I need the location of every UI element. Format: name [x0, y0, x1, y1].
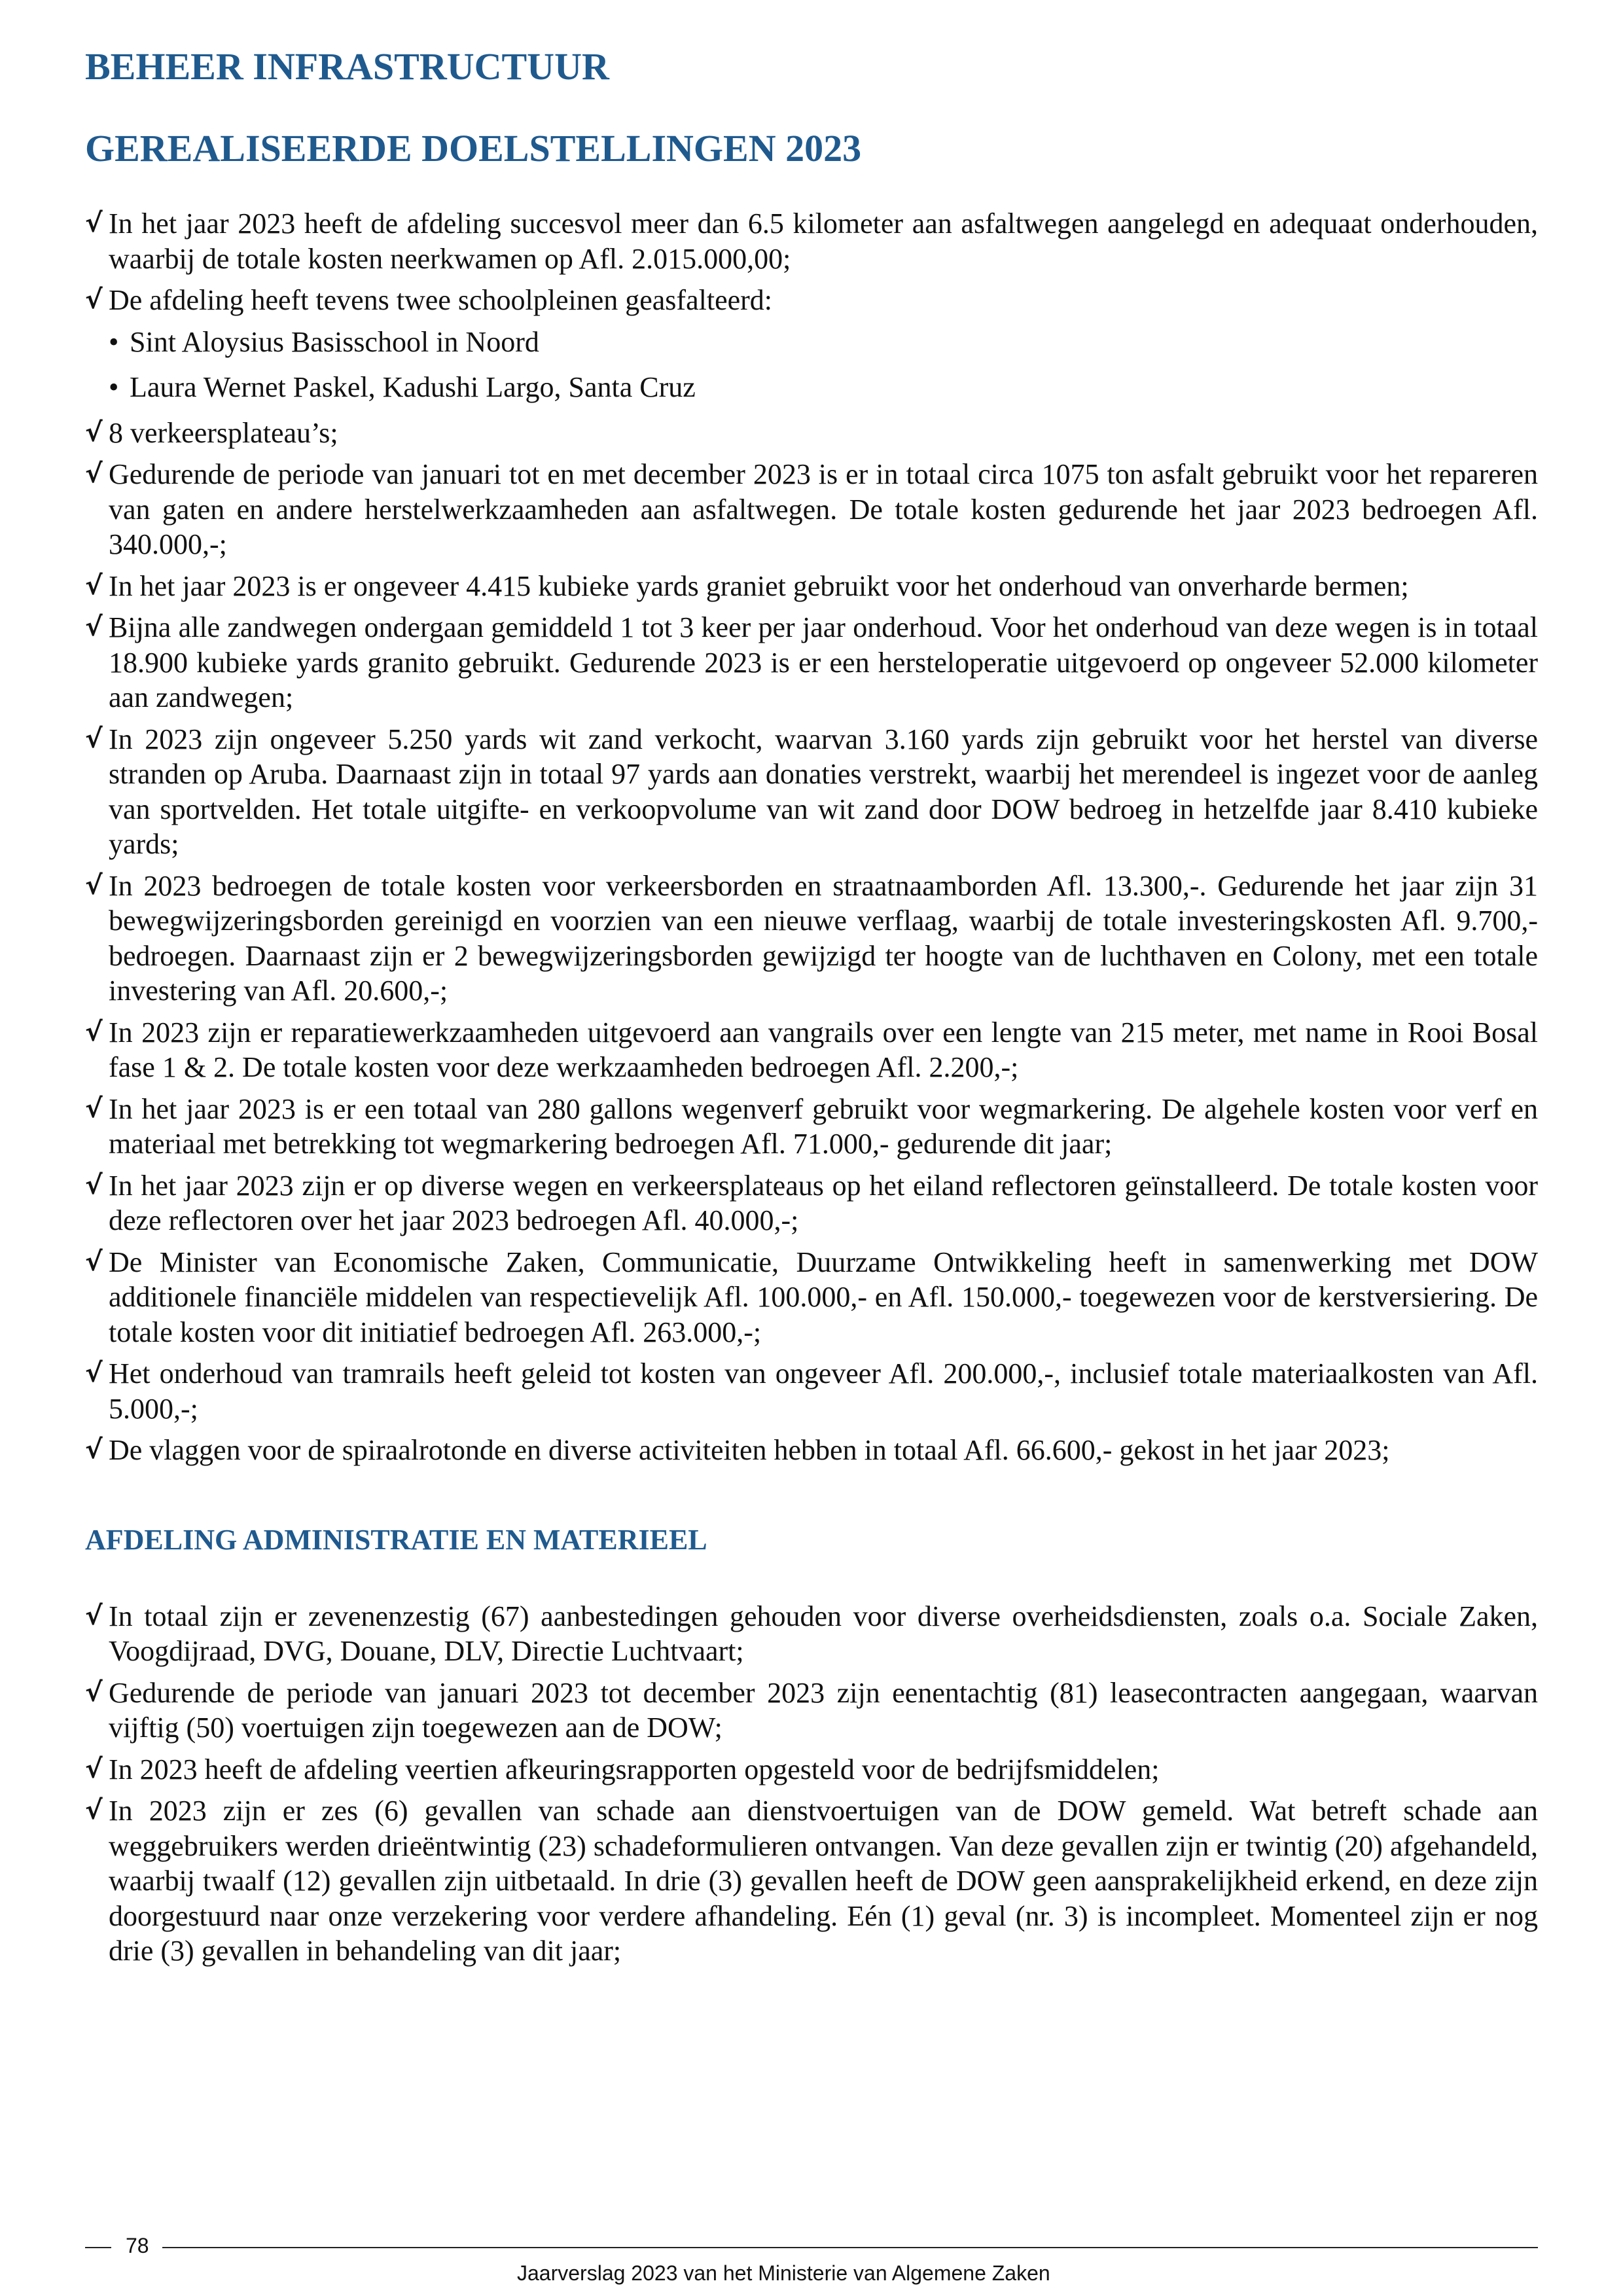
list-item: [85, 1433, 1538, 1468]
page-number: 78: [126, 2234, 149, 2257]
list-item: [85, 1793, 1538, 1969]
check-icon: √: [85, 1358, 103, 1388]
list-item: [85, 610, 1538, 715]
check-icon: √: [85, 1435, 103, 1465]
check-icon: √: [85, 1170, 103, 1200]
list-item-text: In 2023 zijn er reparatiewerkzaamheden uitgevoerd aan vangrails over een lengte van 215 meter, met name in Rooi Bosal fase 1 & 2. De totale kosten voor deze werkzaamheden bedroegen Afl. 2.200,-;: [109, 1016, 1538, 1083]
list-item-text: De Minister van Economische Zaken, Communicatie, Duurzame Ontwikkeling heeft in samenwerking met DOW additionele financiële middelen van respectievelijk Afl. 100.000,- en Afl. 150.000,- toegewezen voor de kerstversiering. De totale kosten voor dit initiatief bedroegen Afl. 263.000,-;: [109, 1246, 1538, 1348]
list-item-text: De vlaggen voor de spiraalrotonde en diverse activiteiten hebben in totaal Afl. 66.600,- gekost in het jaar 2023;: [109, 1434, 1390, 1466]
list-item-text: Het onderhoud van tramrails heeft geleid tot kosten van ongeveer Afl. 200.000,-, inclusief totale materiaalkosten van Afl. 5.000,-;: [109, 1357, 1538, 1425]
page-footer: [85, 2229, 1538, 2287]
bullet-icon: •: [109, 325, 119, 358]
section-heading: AFDELING ADMINISTRATIE EN MATERIEEL: [85, 1523, 707, 1556]
list-item: [85, 1015, 1538, 1085]
page-title: BEHEER INFRASTRUCTUUR: [85, 45, 609, 88]
check-icon: √: [85, 285, 103, 315]
sub-list-item-text: Laura Wernet Paskel, Kadushi Largo, Santa Cruz: [130, 371, 696, 403]
list-item-text: In totaal zijn er zevenenzestig (67) aanbestedingen gehouden voor diverse overheidsdiensten, zoals o.a. Sociale Zaken, Voogdijraad, DVG, Douane, DLV, Directie Luchtvaart;: [109, 1600, 1538, 1667]
list-item-text: Gedurende de periode van januari 2023 tot december 2023 zijn eenentachtig (81) leasecontracten aangegaan, waarvan vijftig (50) voertuigen zijn toegewezen aan de DOW;: [109, 1676, 1538, 1744]
administration-list: [85, 1599, 1538, 1969]
list-item: [85, 206, 1538, 276]
list-item: [85, 1599, 1538, 1669]
check-icon: √: [85, 1246, 103, 1277]
list-item: [85, 1752, 1538, 1787]
list-item-text: 8 verkeersplateau’s;: [109, 416, 338, 449]
check-icon: √: [85, 612, 103, 642]
list-item-text: In het jaar 2023 heeft de afdeling succesvol meer dan 6.5 kilometer aan asfaltwegen aangelegd en adequaat onderhouden, waarbij de totale kosten neerkwamen op Afl. 2.015.000,00;: [109, 207, 1538, 275]
check-icon: √: [85, 1093, 103, 1124]
check-icon: √: [85, 459, 103, 489]
footer-divider: [85, 2247, 111, 2248]
list-item: [85, 1092, 1538, 1162]
page-content: [85, 39, 1538, 1975]
sub-list-item: [85, 370, 1538, 405]
check-icon: √: [85, 1795, 103, 1825]
list-item-text: In het jaar 2023 is er ongeveer 4.415 kubieke yards graniet gebruikt voor het onderhoud van onverharde bermen;: [109, 569, 1409, 602]
footer-caption: Jaarverslag 2023 van het Ministerie van Algemene Zaken: [517, 2261, 1050, 2285]
list-item-text: In 2023 heeft de afdeling veertien afkeuringsrapporten opgesteld voor de bedrijfsmiddelen;: [109, 1753, 1160, 1785]
check-icon: √: [85, 417, 103, 448]
list-item-text: Gedurende de periode van januari tot en met december 2023 is er in totaal circa 1075 ton asfalt gebruikt voor het repareren van gaten en andere herstelwerkzaamheden aan asfaltwegen. De totale kosten gedurende het jaar 2023 bedroegen Afl. 340.000,-;: [109, 458, 1538, 560]
list-item-text: In 2023 bedroegen de totale kosten voor verkeersborden en straatnaamborden Afl. 13.300,-. Gedurende het jaar zijn 31 bewegwijzeringsborden gereinigd en voorzien van een nieuwe verflaag, waarbij de totale investeringskosten Afl. 9.700,- bedroegen. Daarnaast zijn er 2 bewegwijzeringsborden gewijzigd ter hoogte van de luchthaven en Colony, met een totale investering van Afl. 20.600,-;: [109, 869, 1538, 1007]
check-icon: √: [85, 208, 103, 238]
list-item: [85, 1356, 1538, 1426]
list-item-text: In het jaar 2023 is er een totaal van 280 gallons wegenverf gebruikt voor wegmarkering. De algehele kosten voor verf en materiaal met betrekking tot wegmarkering bedroegen Afl. 71.000,- gedurende dit jaar;: [109, 1092, 1538, 1160]
footer-rule: [162, 2247, 1538, 2248]
section-title: GEREALISEERDE DOELSTELLINGEN 2023: [85, 127, 862, 170]
list-item: [85, 569, 1538, 604]
list-item-text: In het jaar 2023 zijn er op diverse wegen en verkeersplateaus op het eiland reflectoren geïnstalleerd. De totale kosten voor deze reflectoren over het jaar 2023 bedroegen Afl. 40.000,-;: [109, 1169, 1538, 1236]
list-item: [85, 457, 1538, 562]
check-icon: √: [85, 870, 103, 901]
list-item: [85, 416, 1538, 451]
list-item: [85, 1676, 1538, 1746]
check-icon: √: [85, 1753, 103, 1784]
list-item: [85, 1245, 1538, 1350]
list-item-text: Bijna alle zandwegen ondergaan gemiddeld 1 tot 3 keer per jaar onderhoud. Voor het onderhoud van deze wegen is in totaal 18.900 kubieke yards granito gebruikt. Gedurende 2023 is er een hersteloperatie uitgevoerd op ongeveer 52.000 kilometer aan zandwegen;: [109, 611, 1538, 713]
list-item-text: In 2023 zijn ongeveer 5.250 yards wit zand verkocht, waarvan 3.160 yards zijn gebruikt voor het herstel van diverse stranden op Aruba. Daarnaast zijn in totaal 97 yards aan donaties verstrekt, waarbij het merendeel is ingezet voor de aanleg van sportvelden. Het totale uitgifte- en verkoopvolume van wit zand door DOW bedroeg in hetzelfde jaar 8.410 kubieke yards;: [109, 723, 1538, 860]
check-icon: √: [85, 1016, 103, 1047]
list-item-text: De afdeling heeft tevens twee schoolpleinen geasfalteerd:: [109, 284, 772, 316]
check-icon: √: [85, 1677, 103, 1708]
list-item-text: In 2023 zijn er zes (6) gevallen van schade aan dienstvoertuigen van de DOW gemeld. Wat betreft schade aan weggebruikers werden drieëntwintig (23) schadeformulieren ontvangen. Van deze gevallen zijn er twintig (20) afgehandeld, waarbij twaalf (12) gevallen zijn uitbetaald. In drie (3) gevallen heeft de DOW geen aansprakelijkheid erkend, en deze zijn doorgestuurd naar onze verzekering voor verdere afhandeling. Eén (1) geval (nr. 3) is incompleet. Momenteel zijn er nog drie (3) gevallen in behandeling van dit jaar;: [109, 1795, 1538, 1967]
sub-list-item-text: Sint Aloysius Basisschool in Noord: [130, 325, 539, 358]
list-item: [85, 1168, 1538, 1238]
check-icon: √: [85, 570, 103, 601]
list-item: [85, 869, 1538, 1009]
list-item: [85, 722, 1538, 862]
check-icon: √: [85, 1600, 103, 1631]
sub-list-item: [85, 325, 1538, 360]
list-item: [85, 283, 1538, 318]
bullet-icon: •: [109, 371, 119, 403]
check-icon: √: [85, 723, 103, 754]
achievements-list: [85, 206, 1538, 1468]
